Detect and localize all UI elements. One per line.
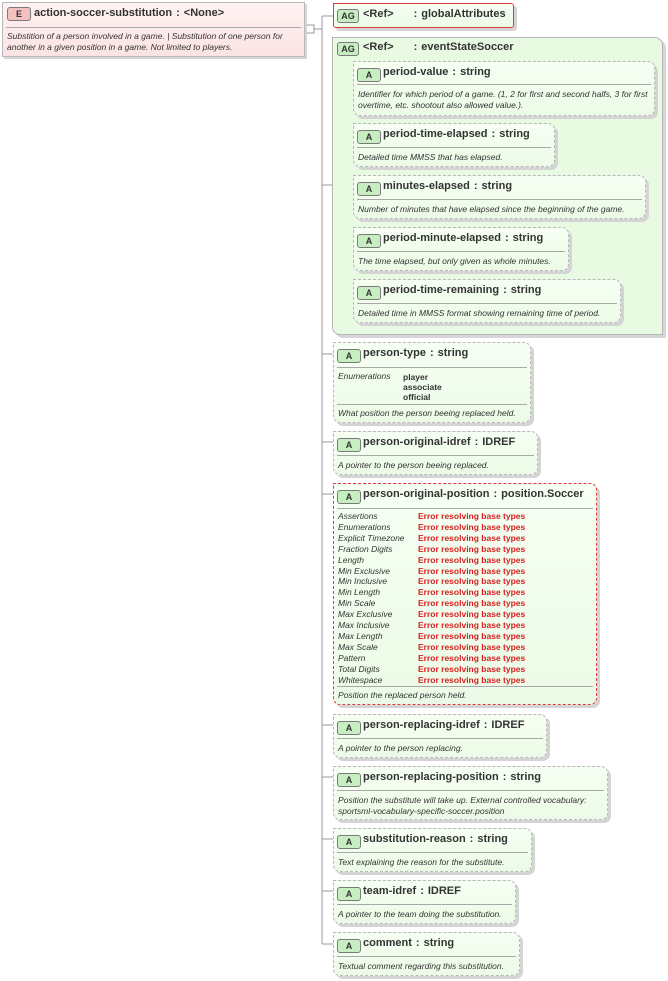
facet-error-value: Error resolving base types [418,543,526,554]
attribute-badge: A [337,721,361,735]
attribute-name: period-value [383,66,449,78]
attribute-name: period-minute-elapsed [383,232,501,244]
attribute-badge: A [337,490,361,504]
attribute-badge: A [337,887,361,901]
divider [337,404,527,405]
attribute-type: string [499,128,530,140]
attribute-title: person-replacing-position : string [363,771,541,783]
facet-label: Assertions [338,511,378,521]
attribute-title: period-time-remaining : string [383,284,542,296]
attribute-name: person-original-idref [363,436,471,448]
attribute-person-type[interactable] [333,342,531,423]
divider [357,303,617,304]
attribute-doc: Position the substitute will take up. External controlled vocabulary: sportsml-vocabulary-specific-soccer.position [338,795,587,816]
attribute-badge: A [337,773,361,787]
divider [337,738,543,739]
facet-label: Total Digits [338,663,380,674]
ref-kind: <Ref> [363,8,394,20]
attribute-doc: What position the person beeing replaced held. [338,408,516,418]
attribute-badge: A [357,234,381,248]
attribute-name: period-time-elapsed [383,128,488,140]
attribute-badge: A [337,939,361,953]
divider [337,904,512,905]
attribute-name: period-time-remaining [383,284,500,296]
divider [337,956,516,957]
attribute-doc: Text explaining the reason for the substitute. [338,857,505,867]
divider [337,455,534,456]
attribute-badge: A [337,349,361,363]
attribute-period-time-elapsed[interactable] [353,123,555,167]
attribute-title: team-idref : IDREF [363,885,461,897]
facet-label: Max Length [338,630,383,641]
element-badge: E [7,7,31,21]
attribute-title: person-original-idref : IDREF [363,436,516,448]
facet-error-value: Error resolving base types [418,576,526,587]
facet-label: Whitespace [338,674,383,685]
attribute-type: string [481,180,513,192]
attribute-doc: A pointer to the person replacing. [338,743,463,753]
attribute-type: string [437,347,469,359]
divider [6,27,301,28]
divider [337,790,604,791]
element-type: <None> [183,7,225,19]
attribute-name: person-type [363,347,426,359]
attribute-person-original-position[interactable] [333,483,597,705]
attribute-group-badge: AG [337,9,359,23]
attribute-doc: Textual comment regarding this substitution. [338,961,504,971]
divider [337,367,527,368]
attribute-group-badge: AG [337,42,359,56]
attribute-substitution-reason[interactable] [333,828,532,872]
attribute-title: comment : string [363,937,455,949]
attribute-title: substitution-reason : string [363,833,508,845]
attribute-title: minutes-elapsed : string [383,180,513,192]
attribute-name: person-original-position [363,488,490,500]
facet-label: Fraction Digits [338,543,393,554]
divider [357,147,551,148]
element-action-soccer-substitution[interactable] [2,2,305,57]
facet-error-value: Error resolving base types [418,587,526,598]
attribute-type: IDREF [482,436,516,448]
attribute-doc: Identifier for which period of a game. (1, 2 for first and second halfs, 3 for first overtime, etc. shootout also allowed value.). [358,89,648,110]
enum-value: associate [403,382,442,392]
ref-global-attributes[interactable] [333,3,514,28]
facet-label: Min Inclusive [338,576,388,587]
attribute-name: person-replacing-position [363,771,499,783]
facet-label: Max Inclusive [338,620,390,630]
attribute-doc: The time elapsed, but only given as whole minutes. [358,256,551,266]
facet-error-value: Error resolving base types [418,554,526,565]
facet-label: Length [338,554,364,565]
attribute-badge: A [337,438,361,452]
facet-label: Explicit Timezone [338,532,405,543]
attribute-period-minute-elapsed[interactable] [353,227,569,271]
attribute-name: team-idref [363,885,417,897]
attribute-doc: Position the replaced person held. [338,690,467,700]
divider [357,251,565,252]
facet-error-value: Error resolving base types [418,652,526,663]
divider [357,84,651,85]
attribute-type: string [460,66,491,78]
facet-error-value: Error resolving base types [418,674,526,685]
facet-label-enumerations: Enumerations [338,371,391,381]
facet-label: Max Scale [338,641,378,652]
attribute-type: string [423,937,455,949]
divider [337,508,593,509]
facet-label: Max Exclusive [338,609,393,620]
divider [337,686,593,687]
facet-error-value: Error resolving base types [418,521,526,532]
attribute-type: IDREF [427,885,461,897]
attribute-badge: A [357,286,381,300]
ref-name: globalAttributes [421,8,506,20]
facet-error-value: Error resolving base types [418,663,526,674]
ref-kind: <Ref> [363,41,394,53]
facet-error-value: Error resolving base types [418,630,526,641]
attribute-team-idref[interactable] [333,880,516,924]
attribute-name: substitution-reason [363,833,466,845]
attribute-badge: A [357,182,381,196]
attribute-name: minutes-elapsed [383,180,470,192]
attribute-period-time-remaining[interactable] [353,279,621,323]
ref-name: eventStateSoccer [421,41,514,53]
attribute-doc: Detailed time MMSS that has elapsed. [358,152,503,162]
attribute-title: period-time-elapsed : string [383,128,530,140]
attribute-type: string [510,771,541,783]
facet-error-value: Error resolving base types [418,565,526,576]
facet-label: Pattern [338,652,366,663]
attribute-doc: Detailed time in MMSS format showing remaining time of period. [358,308,601,318]
element-title: action-soccer-substitution : <None> [34,7,225,19]
attribute-person-replacing-position[interactable] [333,766,608,820]
attribute-doc: A pointer to the person beeing replaced. [338,460,489,470]
attribute-type: position.Soccer [501,488,584,500]
divider [337,852,528,853]
attribute-name: person-replacing-idref [363,719,480,731]
facet-error-value: Error resolving base types [418,620,526,630]
enum-value: official [403,392,431,402]
facet-error-value: Error resolving base types [418,532,526,543]
attribute-title: person-type : string [363,347,469,359]
facet-label: Min Length [338,587,381,598]
element-doc: Substition of a person involved in a game. | Substitution of one person for another in a given position in a game. Not limited to players. [7,31,283,52]
attribute-doc: A pointer to the team doing the substitution. [338,909,502,919]
attribute-comment[interactable] [333,932,520,976]
attribute-minutes-elapsed[interactable] [353,175,646,219]
attribute-type: string [477,833,508,845]
facet-error-value: Error resolving base types [418,641,526,652]
attribute-doc: Number of minutes that have elapsed since the beginning of the game. [358,204,625,214]
facet-label: Min Exclusive [338,565,390,576]
ref-title: <Ref> : globalAttributes [363,8,506,20]
attribute-badge: A [357,68,381,82]
ref-title: <Ref> : eventStateSoccer [363,41,514,53]
divider [357,199,642,200]
attribute-period-value[interactable] [353,61,655,116]
attribute-person-original-idref[interactable] [333,431,538,475]
attribute-title: person-original-position : position.Soccer [363,488,584,500]
facet-error-value: Error resolving base types [418,511,526,521]
attribute-title: period-value : string [383,66,491,78]
attribute-title: period-minute-elapsed : string [383,232,544,244]
enum-value: player [403,372,429,382]
attribute-person-replacing-idref[interactable] [333,714,547,758]
attribute-badge: A [337,835,361,849]
attribute-badge: A [357,130,381,144]
facet-error-value: Error resolving base types [418,609,526,620]
attribute-type: string [510,284,542,296]
attribute-type: IDREF [491,719,525,731]
attribute-title: person-replacing-idref : IDREF [363,719,525,731]
facet-label: Enumerations [338,521,391,532]
element-name: action-soccer-substitution [34,7,173,19]
attribute-name: comment [363,937,412,949]
facet-error-value: Error resolving base types [418,598,526,609]
attribute-type: string [512,232,544,244]
facet-label: Min Scale [338,598,376,609]
